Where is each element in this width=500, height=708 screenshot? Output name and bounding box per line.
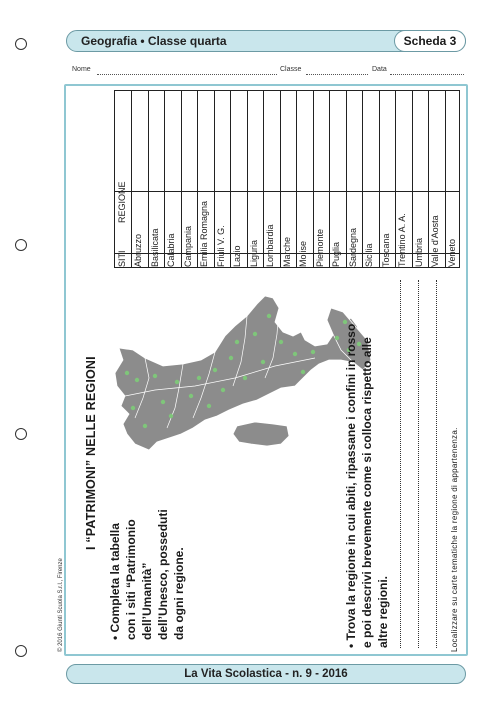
region-name: Basilicata — [149, 228, 160, 267]
sites-cell[interactable] — [181, 91, 197, 191]
sheet-number: Scheda 3 — [394, 30, 466, 52]
region-name: Liguria — [248, 239, 259, 267]
regions-table — [114, 90, 460, 268]
task1-line: • Completa la tabella — [108, 523, 122, 640]
footer-text: La Vita Scolastica - n. 9 - 2016 — [184, 668, 348, 680]
sites-cell[interactable] — [313, 91, 329, 191]
italy-map — [105, 278, 375, 468]
region-name: Piemonte — [314, 228, 325, 267]
sites-cell[interactable] — [329, 91, 345, 191]
sites-cell[interactable] — [428, 91, 444, 191]
region-name: Sicilia — [364, 243, 375, 267]
region-name: Lombardia — [265, 224, 276, 267]
footer-bar — [66, 664, 466, 684]
region-name: Veneto — [446, 238, 457, 267]
col-header-region: REGIONE — [117, 181, 127, 223]
sites-cell[interactable] — [197, 91, 213, 191]
sardinia — [233, 422, 289, 446]
region-name: Molise — [298, 240, 309, 267]
date-field[interactable] — [390, 74, 464, 75]
region-name: Marche — [281, 236, 292, 267]
sites-cell[interactable] — [263, 91, 279, 191]
region-name: Sardegna — [347, 227, 358, 267]
region-name: Emilia Romagna — [199, 200, 210, 267]
region-name: Umbria — [413, 237, 424, 267]
copyright: © 2016 Giunti Scuola S.r.l., Firenze — [58, 558, 64, 652]
answer-line[interactable] — [400, 280, 401, 648]
region-name: Valle d'Aosta — [430, 215, 441, 267]
sites-cell[interactable] — [214, 91, 230, 191]
sites-cell[interactable] — [412, 91, 428, 191]
name-label: Nome — [72, 66, 91, 73]
sites-cell[interactable] — [164, 91, 180, 191]
region-name: Campania — [182, 225, 193, 267]
class-label: Classe — [280, 66, 302, 73]
sites-cell[interactable] — [247, 91, 263, 191]
learning-objective: Localizzare su carte tematiche la regione di appartenenza. — [450, 427, 459, 652]
answer-line[interactable] — [436, 280, 437, 648]
binder-hole — [15, 645, 27, 657]
sites-cell[interactable] — [346, 91, 362, 191]
region-name: Friuli V. G. — [215, 225, 226, 267]
exercise-title: I “PATRIMONI” NELLE REGIONI — [84, 356, 98, 550]
student-fields — [72, 66, 464, 78]
header-bar — [66, 30, 466, 52]
task1-line: dell’Umanità” — [140, 562, 154, 640]
sites-cell[interactable] — [379, 91, 395, 191]
region-name: Abruzzo — [133, 233, 144, 267]
sites-cell[interactable] — [131, 91, 147, 191]
task2-line: altre regioni. — [376, 575, 390, 648]
sites-cell[interactable] — [395, 91, 411, 191]
sites-cell[interactable] — [362, 91, 378, 191]
binder-hole — [15, 239, 27, 251]
task1-line: dell’Unesco, posseduti — [156, 509, 170, 640]
binder-hole — [15, 428, 27, 440]
header-subject: Geografia • Classe quarta — [81, 34, 227, 48]
class-field[interactable] — [306, 74, 368, 75]
name-field[interactable] — [97, 74, 277, 75]
task1-line: da ogni regione. — [172, 547, 186, 640]
binder-hole — [15, 38, 27, 50]
col-header-sites: SITI — [117, 250, 127, 267]
answer-line[interactable] — [418, 280, 419, 648]
sites-cell[interactable] — [296, 91, 312, 191]
table-divider — [115, 191, 459, 192]
region-name: Toscana — [380, 233, 391, 267]
sites-cell[interactable] — [230, 91, 246, 191]
region-name: Lazio — [232, 245, 243, 267]
date-label: Data — [372, 66, 387, 73]
sites-cell[interactable] — [280, 91, 296, 191]
sites-cell[interactable] — [445, 91, 461, 191]
sites-cell[interactable] — [148, 91, 164, 191]
task2-line: e poi descrivi brevemente come si colloca rispetto alle — [360, 337, 374, 648]
task2-line: • Trova la regione in cui abiti, ripassane i confini in rosso — [344, 323, 358, 648]
task1-line: con i siti “Patrimonio — [124, 519, 138, 640]
region-name: Trentino A. A. — [397, 213, 408, 267]
region-name: Calabria — [166, 233, 177, 267]
region-name: Puglia — [331, 241, 342, 267]
